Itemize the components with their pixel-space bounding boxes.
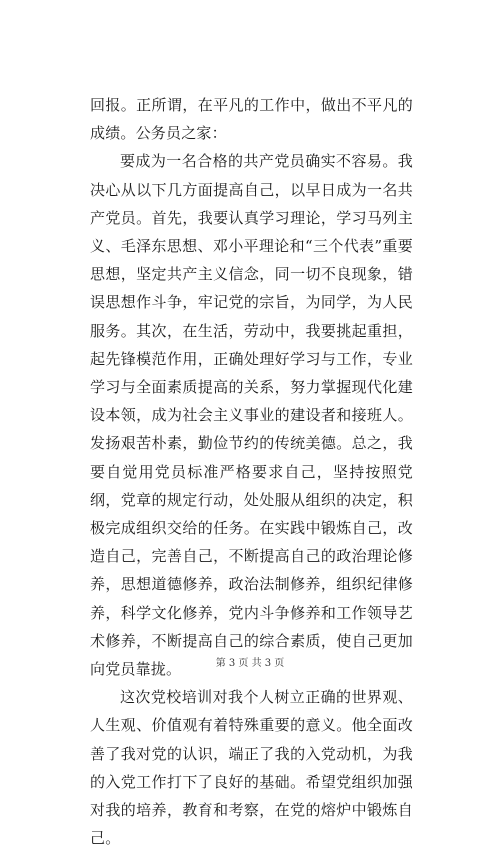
paragraph-continuation: 回报。正所谓，在平凡的工作中，做出不平凡的成绩。公务员之家： [90,96,413,143]
paragraph-self-improvement: 要成为一名合格的共产党员确实不容易。我决心从以下几方面提高自己，以早日成为一名共产党员。首先，我要认真学习理论，学习马列主义、毛泽东思想、邓小平理论和“三个代表”重要思想，坚定共产主义信念，同一切不良现象，错误思想作斗争，牢记党的宗旨，为同学，为人民服务。其次，在生活，劳动中，我要挑起重担，起先锋模范作用，正确处理好学习与工作，专业学习与全面素质提高的关系，努力掌握现代化建设本领，成为社会主义事业的建设者和接班人。发扬艰苦朴素，勤俭节约的传统美德。总之，我要自觉用党员标准严格要求自己，坚持按照党纲，党章的规定行动，处处服从组织的决定，积极完成组织交给的任务。在实践中锻炼自己，改造自己，完善自己，不断提高自己的政治理论修养，思想道德修养，政治法制修养，组织纪律修养，科学文化修养，党内斗争修养和工作领导艺术修养，不断提高自己的综合素质，使自己更加向党员靠拢。 [90,152,413,679]
paragraph-training-summary: 这次党校培训对我个人树立正确的世界观、人生观、价值观有着特殊重要的意义。他全面改善了我对党的认识，端正了我的入党动机，为我的入党工作打下了良好的基础。希望党组织加强对我的培养，教育和考察，在党的熔炉中锻炼自己。 [90,688,413,848]
document-body [90,91,413,852]
page-number-footer: 第 3 页 共 3 页 [215,658,285,669]
